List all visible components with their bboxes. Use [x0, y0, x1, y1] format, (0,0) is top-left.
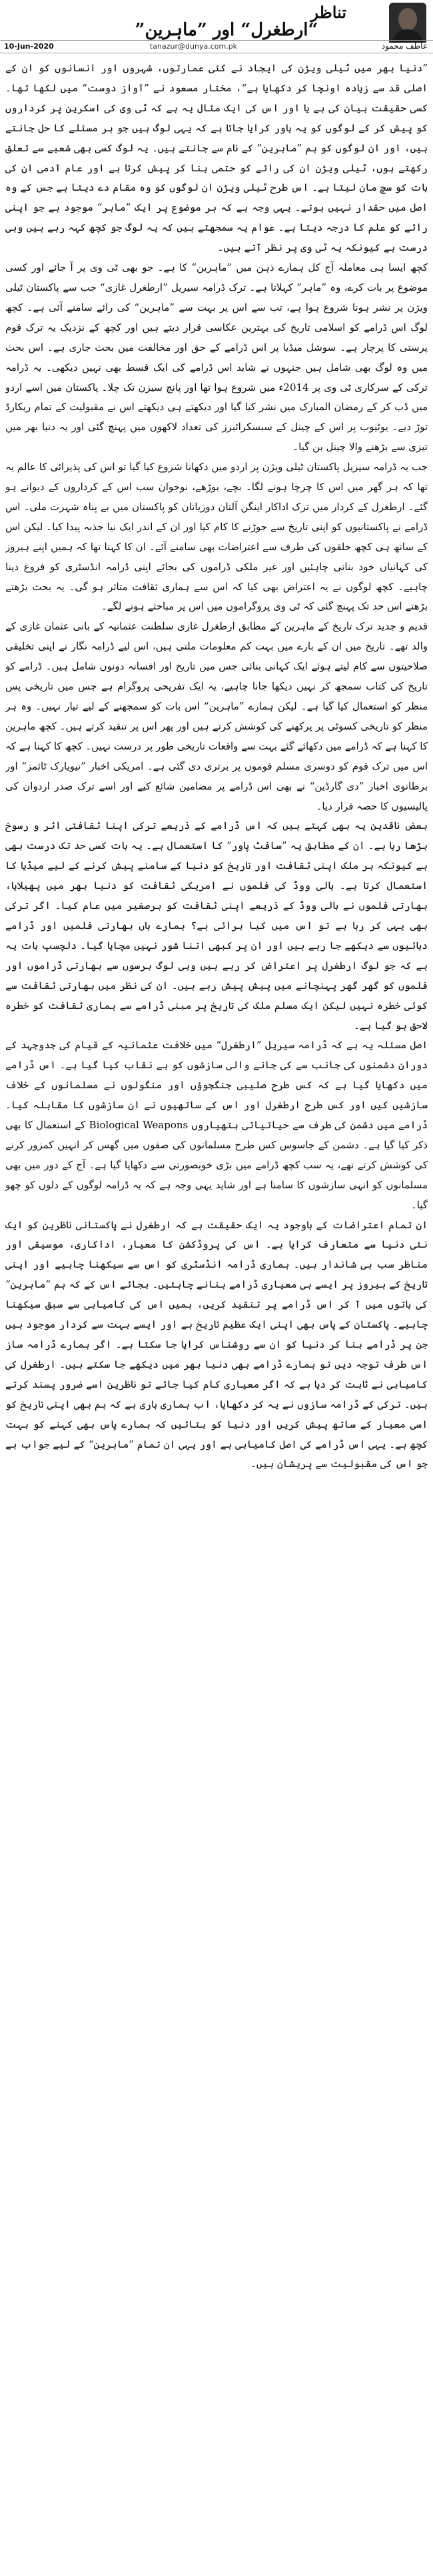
paragraph-3: جب یہ ڈرامہ سیریل پاکستان ٹیلی ویژن پر اردو میں دکھانا شروع کیا گیا تو اس کی پذیرائی کا عالم یہ تھا کہ ہر گھر میں اس کا چرچا ہونے لگا۔ بچے، بوڑھے، نوجوان سب اس کے کرداروں کے دیوانے ہو گئے۔ ارطغرل کے کردار میں ترک اداکار اینگن آلتان دوزیاتان کو پاکستان میں بے پناہ شہرت ملی۔ اس ڈرامے نے پاکستانیوں کو اپنی تاریخ سے جوڑنے کا کام کیا اور ان کے اندر ایک نیا جذبہ پیدا کیا۔ لیکن اس کے ساتھ ہی کچھ حلقوں کی طرف سے اعتراضات بھی سامنے آئے۔ ان کا کہنا تھا کہ ہمیں اپنے ہیروز کی کہانیاں خود بنانی چاہئیں اور غیر ملکی ڈراموں کی بجائے اپنی ڈرامہ انڈسٹری کو فروغ دینا چاہیے۔ کچھ لوگوں نے یہ اعتراض بھی کیا کہ اس سے ہماری ثقافت متاثر ہو گی۔ یہ بحث بڑھتے بڑھتے اس حد تک پہنچ گئی کہ ٹی وی پروگراموں میں اس پر مباحثے ہونے لگے۔	[5, 461, 428, 613]
author-email[interactable]: tanazur@dunya.com.pk	[150, 42, 238, 51]
article-header	[0, 0, 433, 51]
article-body	[5, 59, 428, 2569]
publish-date: 10-Jun-2020	[4, 42, 54, 51]
meta-bar	[0, 40, 433, 53]
paragraph-6: اصل مسئلہ یہ ہے کہ ڈرامہ سیریل ”ارطغرل“ میں خلافت عثمانیہ کے قیام کی جدوجہد کے دوران دشمنوں کی جانب سے کی جانے والی سازشوں کو بے نقاب کیا گیا ہے۔ اس ڈرامے میں دکھایا گیا ہے کہ کس طرح صلیبی جنگجوؤں اور منگولوں نے مسلمانوں کے خلاف سازشیں کیں اور کس طرح ارطغرل اور اس کے ساتھیوں نے ان سازشوں کا مقابلہ کیا۔ ڈرامے میں دشمن کی طرف سے حیاتیاتی ہتھیاروں Biological Weapons کے استعمال کا بھی ذکر کیا گیا ہے۔ دشمن کے جاسوس کس طرح مسلمانوں کی صفوں میں گھس کر انہیں کمزور کرنے کی کوشش کرتے تھے، یہ سب کچھ ڈرامے میں بڑی خوبصورتی سے دکھایا گیا ہے۔ آج کے دور میں بھی مسلمانوں کو انہی سازشوں کا سامنا ہے اور شاید یہی وجہ ہے کہ یہ ڈرامہ لوگوں کے دلوں کو چھو گیا۔	[5, 1039, 428, 1211]
paragraph-2: کچھ ایسا ہی معاملہ آج کل ہمارے ذہن میں ”ماہرین“ کا ہے۔ جو بھی ٹی وی پر آ جائے اور کسی موضوع پر بات کرے، وہ ”ماہر“ کہلاتا ہے۔ ترک ڈرامہ سیریل ”ارطغرل غازی“ جب سے پاکستان ٹیلی ویژن پر نشر ہونا شروع ہوا ہے، تب سے اس پر بہت سے ”ماہرین“ کی رائے سامنے آئی ہے۔ کچھ لوگ اس ڈرامے کو اسلامی تاریخ کی بہترین عکاسی قرار دیتے ہیں اور کچھ کے نزدیک یہ ترک قوم پرستی کا پرچار ہے۔ سوشل میڈیا پر اس ڈرامے کے حق اور مخالفت میں بحث جاری ہے۔ اس بحث میں وہ لوگ بھی شامل ہیں جنہوں نے شاید اس ڈرامے کی ایک قسط بھی نہیں دیکھی۔ یہ ڈرامہ ترکی کے سرکاری ٹی وی پر 2014ء میں شروع ہوا تھا اور پانچ سیزن تک چلا۔ پاکستان میں اسے اردو میں ڈب کر کے رمضان المبارک میں نشر کیا گیا اور دیکھتے ہی دیکھتے اس نے مقبولیت کے تمام ریکارڈ توڑ دیے۔ یوٹیوب پر اس کے چینل کے سبسکرائبرز کی تعداد لاکھوں میں پہنچ گئی اور یہ دنیا بھر میں تیزی سے بڑھنے والا چینل بن گیا۔	[5, 261, 428, 453]
paragraph-5: بعض ناقدین یہ بھی کہتے ہیں کہ اس ڈرامے کے ذریعے ترکی اپنا ثقافتی اثر و رسوخ بڑھا رہا ہے۔ ان کے مطابق یہ ”سافٹ پاور“ کا استعمال ہے۔ یہ بات کسی حد تک درست بھی ہے کیونکہ ہر ملک اپنی ثقافت اور تاریخ کو دنیا کے سامنے پیش کرنے کے لیے میڈیا کا استعمال کرتا ہے۔ ہالی ووڈ کی فلموں نے امریکی ثقافت کو دنیا بھر میں پھیلایا، بھارتی فلموں نے بالی ووڈ کے ذریعے اپنی ثقافت کو برصغیر میں عام کیا۔ اگر ترکی بھی یہی کر رہا ہے تو اس میں کیا برائی ہے؟ ہمارے ہاں بھارتی فلمیں اور ڈرامے دہائیوں سے دیکھے جا رہے ہیں اور ان پر کبھی اتنا شور نہیں مچایا گیا۔ دلچسپ بات یہ ہے کہ جو لوگ ارطغرل پر اعتراض کر رہے ہیں وہی لوگ برسوں سے بھارتی ڈراموں اور فلموں کو گھر گھر پہنچانے میں پیش پیش رہے ہیں۔ ان کی نظر میں بھارتی ثقافت سے کوئی خطرہ نہیں لیکن ایک مسلم ملک کی تاریخ پر مبنی ڈرامے سے ہماری ثقافت کو خطرہ لاحق ہو گیا ہے۔	[5, 820, 428, 1032]
author-name: عاطف محمود	[381, 41, 428, 51]
article-headline: ”ارطغرل“ اور ”ماہرین“	[135, 20, 318, 40]
column-name: تناظر	[310, 3, 346, 22]
author-photo	[389, 3, 426, 43]
author-face	[398, 8, 417, 31]
paragraph-4: قدیم و جدید ترک تاریخ کے ماہرین کے مطابق ارطغرل غازی سلطنت عثمانیہ کے بانی عثمان غازی کے والد تھے۔ تاریخ میں ان کے بارے میں بہت کم معلومات ملتی ہیں، اس لیے ڈرامہ نگار نے اپنی تخلیقی صلاحیتوں سے کام لیتے ہوئے ایک کہانی بنائی جس میں تاریخ اور افسانہ دونوں شامل ہیں۔ ڈرامے کو تاریخ کی کتاب سمجھ کر نہیں دیکھا جانا چاہیے، یہ ایک تفریحی پروگرام ہے جس میں تاریخی پس منظر کو استعمال کیا گیا ہے۔ لیکن ہمارے ”ماہرین“ اس بات کو سمجھنے کے لیے تیار نہیں۔ وہ ہر منظر کو تاریخی کسوٹی پر پرکھنے کی کوشش کرتے ہیں اور پھر اس پر تنقید کرتے ہیں۔ کچھ ماہرین کا کہنا ہے کہ ڈرامے میں دکھائے گئے بہت سے واقعات تاریخی طور پر درست نہیں۔ کچھ کا کہنا ہے کہ اس میں ترک قوم کو دوسری مسلم قوموں پر برتری دی گئی ہے۔ امریکی اخبار ”نیویارک ٹائمز“ اور برطانوی اخبار ”دی گارڈین“ نے بھی اس ڈرامے پر مضامین شائع کیے اور اسے ترک صدر اردوان کی پالیسیوں کا حصہ قرار دیا۔	[5, 620, 428, 812]
paragraph-1: ”دنیا بھر میں ٹیلی ویژن کی ایجاد نے کئی عمارتوں، شہروں اور انسانوں کو ان کے اصلی قد سے زیادہ اونچا کر دکھایا ہے“، مختار مسعود نے ”آواز دوست“ میں لکھا تھا۔ کسی حقیقت بیان کی ہے یا اور اس کی ایک مثال یہ ہے کہ ٹی وی کی اسکرین پر کرداروں کو پیش کر کے لوگوں کو یہ باور کرایا جاتا ہے کہ یہی لوگ ہیں جو ہر مسئلے کا حل جانتے ہیں، اور ان لوگوں کو ہم ”ماہرین“ کے نام سے جانتے ہیں۔ یہ لوگ کسی بھی شعبے سے تعلق رکھتے ہوں، ٹیلی ویژن ان کی رائے کو حتمی بنا کر پیش کرتا ہے اور عام آدمی ان کی بات کو سچ مان لیتا ہے۔ اس طرح ٹیلی ویژن ان لوگوں کو وہ مقام دے دیتا ہے جس کے وہ اصل میں حقدار نہیں ہوتے۔ یہی وجہ ہے کہ ہر موضوع پر ایک ”ماہر“ موجود ہے جو اپنی رائے کو علم کا درجہ دیتا ہے۔ عوام یہ سمجھتے ہیں کہ یہ لوگ جو کچھ کہہ رہے ہیں وہی درست ہے کیونکہ یہ ٹی وی پر نظر آتے ہیں۔	[5, 62, 428, 254]
paragraph-7: ان تمام اعتراضات کے باوجود یہ ایک حقیقت ہے کہ ارطغرل نے پاکستانی ناظرین کو ایک نئی دنیا سے متعارف کرایا ہے۔ اس کی پروڈکشن کا معیار، اداکاری، موسیقی اور مناظر سب ہی شاندار ہیں۔ ہماری ڈرامہ انڈسٹری کو اس سے سیکھنا چاہیے اور اپنی تاریخ کے ہیروز پر ایسے ہی معیاری ڈرامے بنانے چاہئیں۔ بجائے اس کے کہ ہم ”ماہرین“ کی باتوں میں آ کر اس ڈرامے پر تنقید کریں، ہمیں اس کی کامیابی سے سبق سیکھنا چاہیے۔ پاکستان کے پاس بھی اپنی ایک عظیم تاریخ ہے اور ایسے بہت سے کردار موجود ہیں جن پر ڈرامے بنا کر دنیا کو ان سے روشناس کرایا جا سکتا ہے۔ اگر ہمارے ڈرامہ ساز اس طرف توجہ دیں تو ہمارے ڈرامے بھی دنیا بھر میں دیکھے جا سکتے ہیں۔ ارطغرل کی کامیابی نے ثابت کر دیا ہے کہ اگر معیاری کام کیا جائے تو ناظرین اسے ضرور پسند کرتے ہیں۔ ترکی کے ڈرامہ سازوں نے یہ کر دکھایا، اب ہماری باری ہے کہ ہم بھی اپنی تاریخ کو اسی معیار کے ساتھ پیش کریں اور دنیا کو بتائیں کہ ہمارے پاس بھی کہنے کو بہت کچھ ہے۔ یہی اس ڈرامے کی اصل کامیابی ہے اور یہی ان تمام ”ماہرین“ کے لیے جواب ہے جو اس کی مقبولیت سے پریشان ہیں۔	[5, 1218, 428, 1470]
